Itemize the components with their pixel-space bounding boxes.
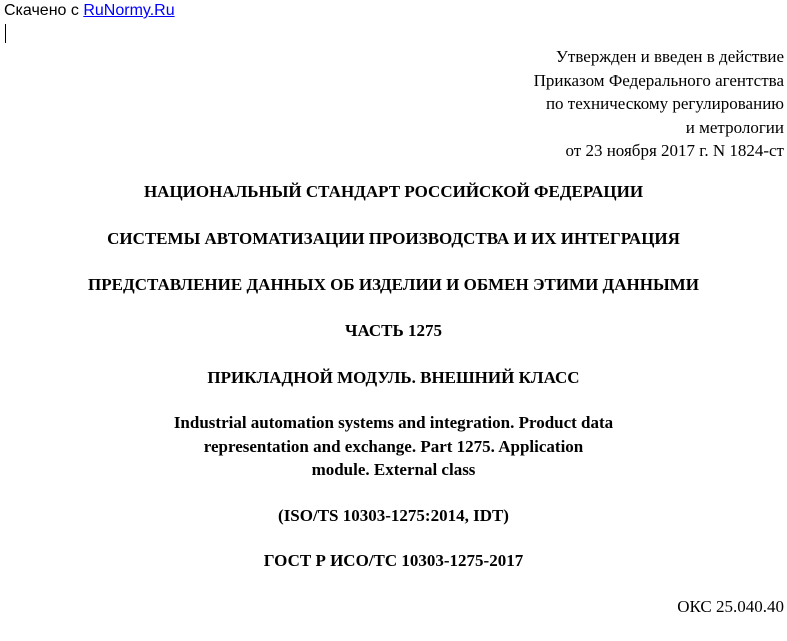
approval-line: Утвержден и введен в действие [555,47,784,66]
runormy-link[interactable]: RuNormy.Ru [83,2,175,19]
approval-block [534,45,784,163]
approval-line: и метрологии [685,117,784,137]
source-line [4,1,175,21]
english-title-line: Industrial automation systems and integration. Product data [173,413,614,432]
approval-line: по техническому регулированию [545,94,784,114]
english-title [0,411,787,482]
english-title-line: module. External class [311,460,476,479]
part-heading: ЧАСТЬ 1275 [344,321,442,340]
approval-line: от 23 ноября 2017 г. N 1824-ст [565,141,784,161]
oks-code: ОКС 25.040.40 [677,597,784,616]
series-heading: СИСТЕМЫ АВТОМАТИЗАЦИИ ПРОИЗВОДСТВА И ИХ ИНТЕГРАЦИЯ [107,229,680,248]
gost-designation: ГОСТ Р ИСО/ТС 10303-1275-2017 [263,551,524,570]
standard-type-heading: НАЦИОНАЛЬНЫЙ СТАНДАРТ РОССИЙСКОЙ ФЕДЕРАЦИИ [143,182,644,201]
module-heading: ПРИКЛАДНОЙ МОДУЛЬ. ВНЕШНИЙ КЛАСС [207,368,580,387]
approval-line: Приказом Федерального агентства [533,70,784,90]
text-cursor [5,24,6,43]
iso-reference: (ISO/TS 10303-1275:2014, IDT) [278,506,509,525]
english-title-line: representation and exchange. Part 1275. Application [203,436,584,456]
subseries-heading: ПРЕДСТАВЛЕНИЕ ДАННЫХ ОБ ИЗДЕЛИИ И ОБМЕН ЭТИМИ ДАННЫМИ [88,275,699,294]
source-prefix: Скачено с [4,2,79,19]
